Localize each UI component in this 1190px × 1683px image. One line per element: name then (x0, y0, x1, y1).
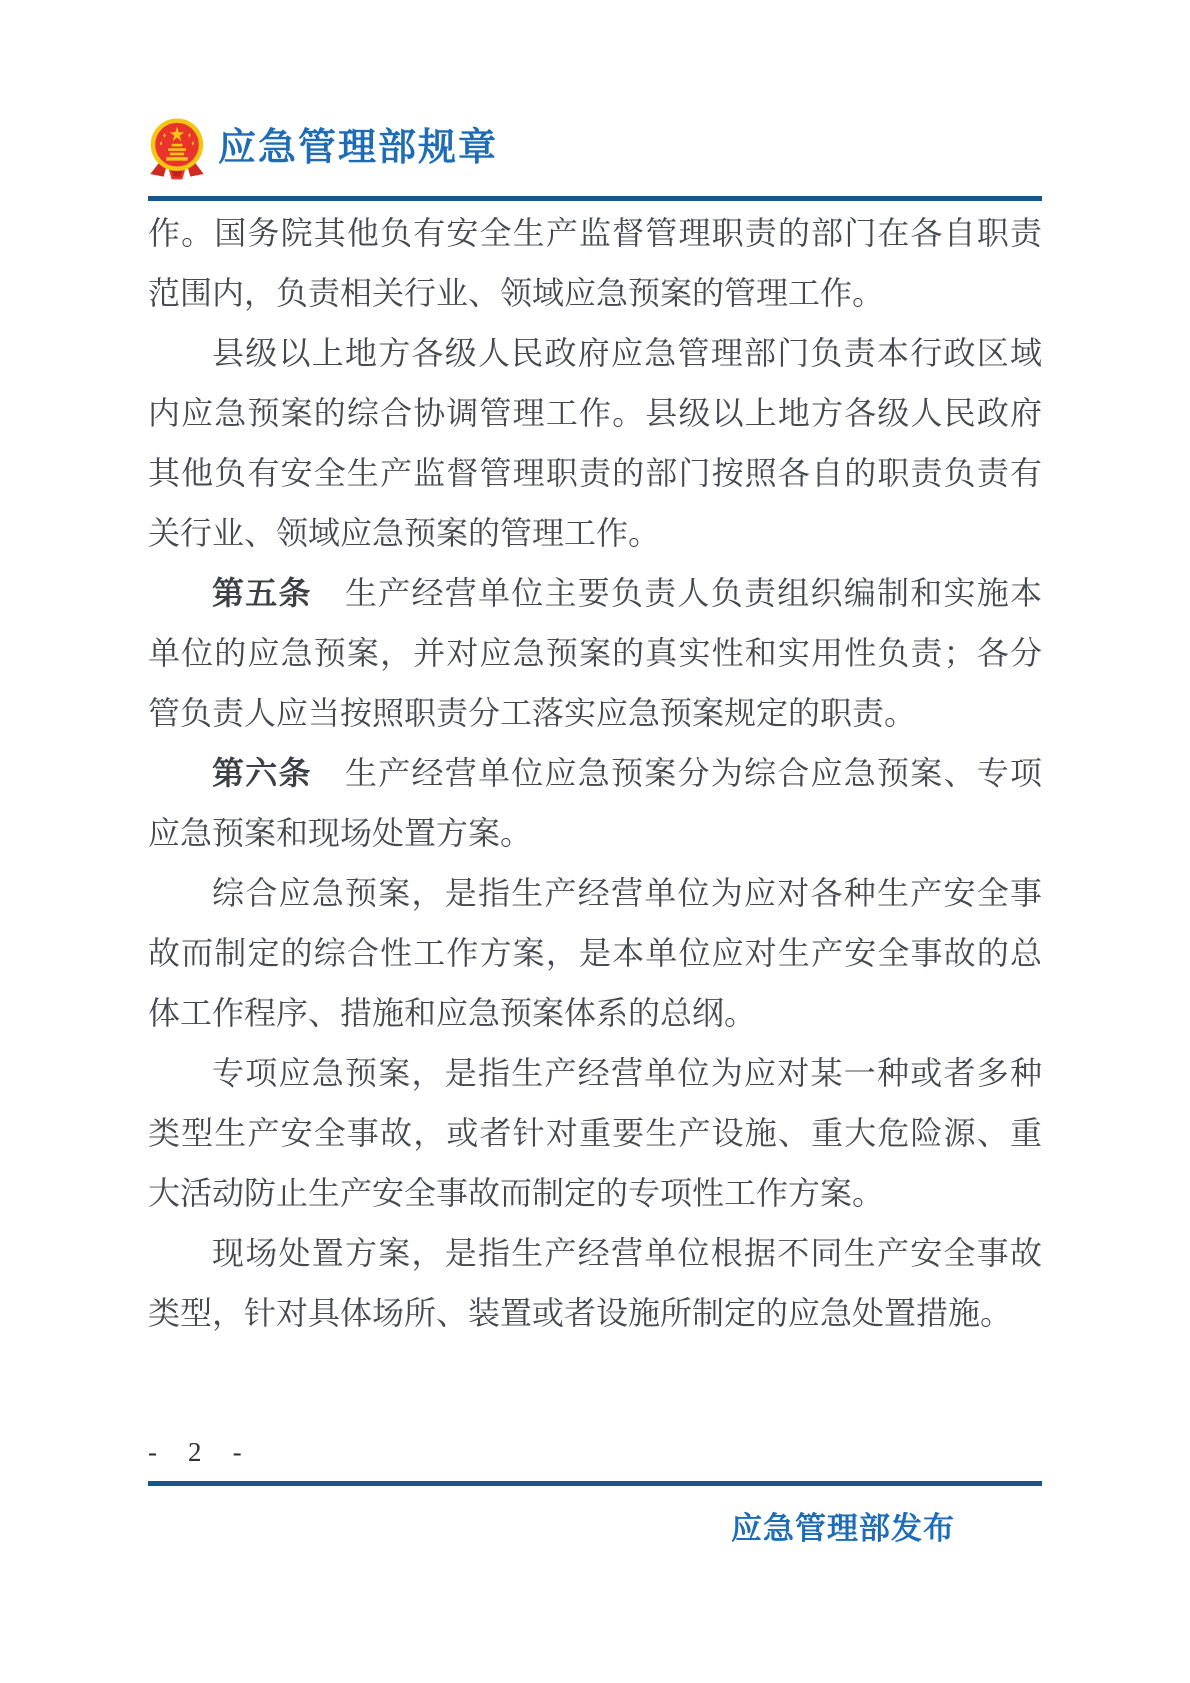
paragraph-text: 专项应急预案，是指生产经营单位为应对某一种或者多种类型生产安全事故，或者针对重要生产设施、重大危险源、重大活动防止生产安全事故而制定的专项性工作方案。 (148, 1055, 1042, 1211)
article-lead: 第六条 (212, 755, 312, 791)
paragraph-text: 作。国务院其他负有安全生产监督管理职责的部门在各自职责范围内，负责相关行业、领域应急预案的管理工作。 (148, 215, 1042, 311)
body-paragraph (148, 1223, 1042, 1343)
document-header (148, 118, 1042, 182)
body-paragraph (148, 203, 1042, 323)
header-rule (148, 196, 1042, 201)
body-paragraph-article-5 (148, 563, 1042, 743)
publisher-label: 应急管理部发布 (731, 1511, 955, 1546)
paragraph-text: 综合应急预案，是指生产经营单位为应对各种生产安全事故而制定的综合性工作方案，是本单位应对生产安全事故的总体工作程序、措施和应急预案体系的总纲。 (148, 875, 1042, 1031)
header-agency-title: 应急管理部规章 (218, 127, 499, 169)
footer-rule (148, 1481, 1042, 1486)
paragraph-text: 生产经营单位主要负责人负责组织编制和实施本单位的应急预案，并对应急预案的真实性和实用性负责；各分管负责人应当按照职责分工落实应急预案规定的职责。 (148, 575, 1042, 731)
paragraph-text: 生产经营单位应急预案分为综合应急预案、专项应急预案和现场处置方案。 (148, 755, 1042, 851)
national-emblem-icon (148, 118, 206, 182)
paragraph-text: 现场处置方案，是指生产经营单位根据不同生产安全事故类型，针对具体场所、装置或者设施所制定的应急处置措施。 (148, 1235, 1042, 1331)
page-number: - 2 - (148, 1437, 254, 1467)
regulation-body (148, 203, 1042, 1343)
body-paragraph (148, 323, 1042, 563)
body-paragraph (148, 863, 1042, 1043)
body-paragraph (148, 1043, 1042, 1223)
body-paragraph-article-6 (148, 743, 1042, 863)
article-lead: 第五条 (212, 575, 312, 611)
paragraph-text: 县级以上地方各级人民政府应急管理部门负责本行政区域内应急预案的综合协调管理工作。县级以上地方各级人民政府其他负有安全生产监督管理职责的部门按照各自的职责负责有关行业、领域应急预案的管理工作。 (148, 335, 1042, 551)
